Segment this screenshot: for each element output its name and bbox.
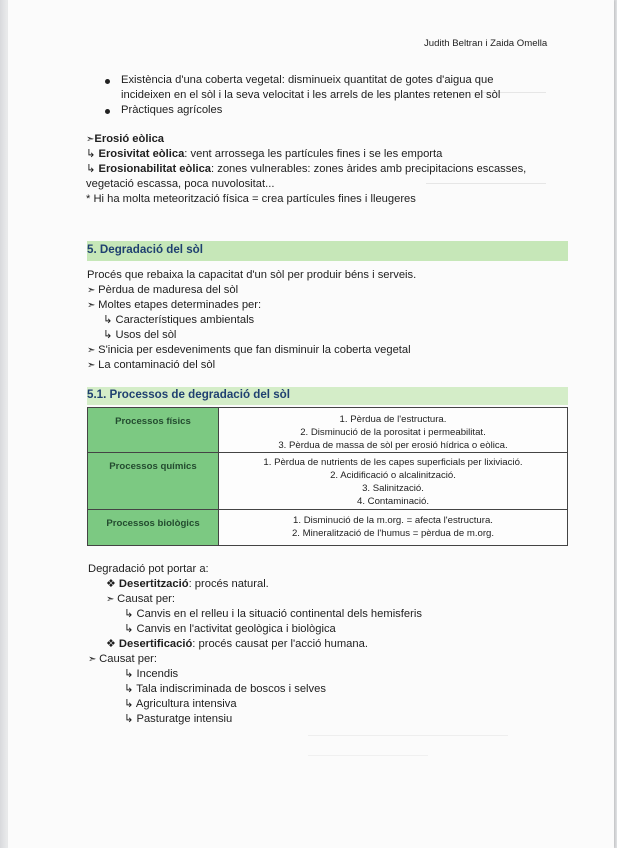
return-arrow-icon: ↳ — [124, 668, 137, 680]
return-arrow-icon: ↳ — [86, 163, 99, 175]
eolica-title — [86, 132, 164, 147]
bullet-dot-icon — [105, 79, 110, 84]
row-values-biologics — [219, 510, 568, 546]
section5-intro: Procés que rebaixa la capacitat d'un sòl per produir béns i serveis. — [87, 269, 417, 281]
desertificacio-line — [106, 637, 368, 652]
row-label-quimics: Processos químics — [88, 453, 219, 510]
desertitzacio-text: : procés natural. — [188, 578, 269, 590]
table-cell-line: 2. Disminució de la porositat i permeabilitat. — [300, 427, 486, 438]
table-row — [88, 408, 568, 453]
section5-heading: 5. Degradació del sòl — [87, 243, 203, 256]
section5-item — [87, 298, 261, 313]
cause-text: Pasturatge intensiu — [136, 713, 233, 725]
diamond-bullet-icon: ❖ — [106, 638, 119, 650]
erosionabilitat-cont: vegetació escassa, poca nuvolositat... — [86, 178, 275, 190]
cause-text: Tala indiscriminada de boscos i selves — [136, 683, 326, 695]
section5-item — [87, 358, 215, 373]
section5-item — [87, 283, 238, 298]
cause-item — [124, 607, 422, 622]
arrow-icon: ➣ — [87, 300, 99, 311]
section5-subitem — [103, 313, 254, 328]
erosivitat-label: Erosivitat eòlica — [98, 148, 185, 160]
cause-text: Incendis — [136, 668, 179, 680]
section5-subitem — [103, 328, 176, 343]
causat-text: Causat per: — [117, 593, 176, 605]
section5-subitem-text: Usos del sòl — [115, 329, 177, 341]
erosivitat-text: : vent arrossega les partícules fines i se les emporta — [184, 148, 443, 160]
return-arrow-icon: ↳ — [86, 148, 99, 160]
section5-item-text: Moltes etapes determinades per: — [98, 299, 262, 311]
row-values-fisics — [219, 408, 568, 453]
cause-item — [124, 622, 336, 637]
section5-item — [87, 343, 411, 358]
return-arrow-icon: ↳ — [103, 314, 116, 326]
row-label-fisics: Processos físics — [88, 408, 219, 453]
arrow-icon: ➣ — [87, 285, 99, 296]
row-values-quimics — [219, 453, 568, 510]
table-cell-line: 1. Pèrdua de l'estructura. — [339, 414, 447, 425]
causat-text: Causat per: — [99, 653, 158, 665]
bullet-text: Existència d'una coberta vegetal: disminueix quantitat de gotes d'aigua que — [121, 74, 494, 86]
cause-text: Agricultura intensiva — [135, 698, 237, 710]
section5-subitem-text: Característiques ambientals — [115, 314, 255, 326]
table-cell-line: 4. Contaminació. — [357, 496, 429, 507]
arrow-icon: ➣ — [87, 345, 99, 356]
eolica-note: * Hi ha molta meteorització física = crea partícules fines i lleugeres — [86, 193, 416, 205]
eolica-title-text: Erosió eòlica — [94, 133, 165, 145]
cause-item — [124, 667, 178, 682]
arrow-icon: ➣ — [87, 360, 99, 371]
cause-item — [124, 697, 237, 712]
section5-item-text: Pèrdua de maduresa del sòl — [98, 284, 239, 296]
cause-item — [124, 712, 232, 727]
erosivitat-line — [86, 147, 442, 162]
section5-item-text: La contaminació del sòl — [98, 359, 216, 371]
desertificacio-label: Desertificació — [118, 638, 193, 650]
desertitzacio-label: Desertització — [118, 578, 189, 590]
return-arrow-icon: ↳ — [124, 698, 136, 710]
table-cell-line: 2. Mineralització de l'humus = pèrdua de m.org. — [291, 528, 495, 539]
causat-line — [88, 652, 157, 667]
table-cell-line: 3. Pèrdua de massa de sòl per erosió hídrica o eòlica. — [278, 440, 508, 451]
document-page — [8, 0, 614, 848]
return-arrow-icon: ↳ — [124, 608, 137, 620]
bleed-line — [308, 735, 508, 736]
return-arrow-icon: ↳ — [103, 329, 116, 341]
causat-line — [106, 592, 175, 607]
bullet-text: Pràctiques agrícoles — [121, 104, 223, 116]
desertificacio-text: : procés causat per l'acció humana. — [192, 638, 368, 650]
erosionabilitat-label: Erosionabilitat eòlica — [98, 163, 212, 175]
table-cell-line: 1. Pèrdua de nutrients de les capes superficials per lixiviació. — [263, 457, 523, 468]
table-cell-line: 1. Disminució de la m.org. = afecta l'estructura. — [293, 515, 493, 526]
erosionabilitat-text: : zones vulnerables: zones àrides amb precipitacions escasses, — [211, 163, 527, 175]
arrow-icon: ➣ — [106, 594, 118, 605]
row-label-biologics: Processos biològics — [88, 510, 219, 546]
bleed-line — [308, 755, 428, 756]
desertitzacio-line — [106, 577, 269, 592]
table-cell-line: 2. Acidificació o alcalinització. — [330, 470, 456, 481]
return-arrow-icon: ↳ — [124, 623, 137, 635]
cause-text: Canvis en el relleu i la situació continental dels hemisferis — [136, 608, 422, 620]
cause-text: Canvis en l'activitat geològica i biològica — [136, 623, 336, 635]
diamond-bullet-icon: ❖ — [106, 578, 119, 590]
arrow-icon: ➣ — [86, 134, 95, 145]
bullet-dot-icon — [105, 109, 110, 114]
header-authors: Judith Beltran i Zaida Omella — [424, 38, 548, 49]
section5-item-text: S'inicia per esdeveniments que fan disminuir la coberta vegetal — [98, 344, 411, 356]
table-row — [88, 453, 568, 510]
degradacio-intro: Degradació pot portar a: — [88, 563, 209, 575]
table-row — [88, 510, 568, 546]
bullet-text-cont: incideixen en el sòl i la seva velocitat i les arrels de les plantes retenen el sòl — [121, 89, 501, 101]
return-arrow-icon: ↳ — [124, 683, 137, 695]
section51-heading: 5.1. Processos de degradació del sòl — [87, 388, 290, 401]
cause-item — [124, 682, 326, 697]
processes-table — [87, 407, 568, 546]
return-arrow-icon: ↳ — [124, 713, 137, 725]
erosionabilitat-line — [86, 162, 526, 177]
table-cell-line: 3. Salinització. — [362, 483, 424, 494]
arrow-icon: ➣ — [88, 654, 100, 665]
